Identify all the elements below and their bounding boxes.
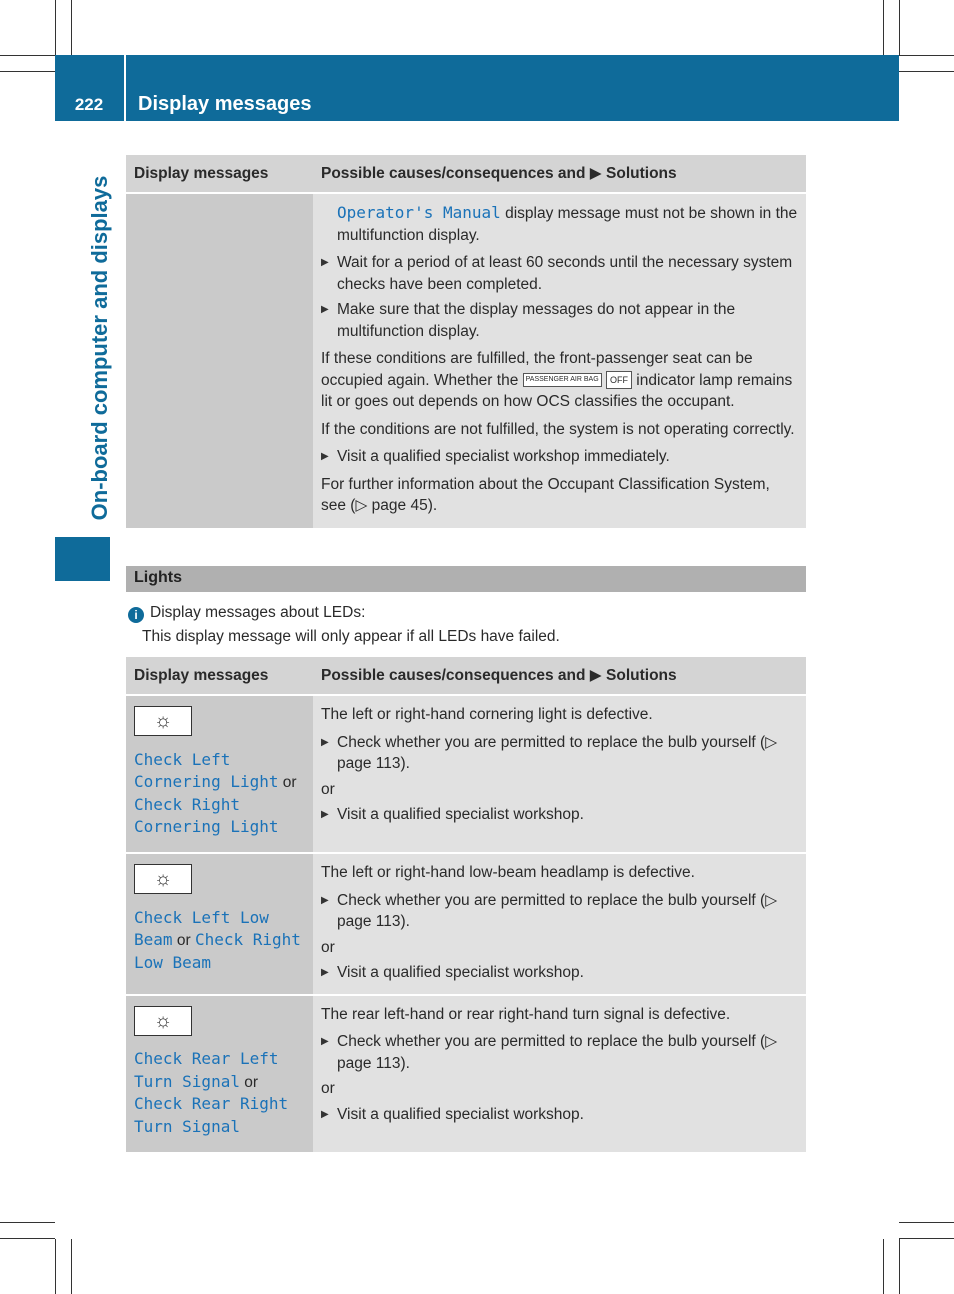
- para-further-info: For further information about the Occupant Classification System, see (▷ page 45).: [321, 475, 770, 514]
- or-text: or: [172, 932, 195, 949]
- message-cell: [126, 695, 313, 853]
- or-text: or: [321, 780, 335, 798]
- bullet-make-sure: ▶ Make sure that the display messages do not appear in the multifunction display.: [321, 299, 798, 342]
- solution-cell: [313, 695, 806, 853]
- message-cornering-right: Check Right Cornering Light: [134, 794, 279, 836]
- table-row: [126, 695, 806, 853]
- arrow-icon: ▶: [589, 667, 602, 684]
- crop-mark: [0, 71, 55, 72]
- crop-mark: [883, 1239, 884, 1294]
- page-title: Display messages: [138, 93, 312, 115]
- crop-mark: [55, 1239, 56, 1294]
- chapter-side-label: [84, 170, 116, 525]
- crop-mark: [71, 0, 72, 55]
- bulb-failure-icon: ☼: [134, 706, 192, 736]
- crop-mark: [71, 1239, 72, 1294]
- page-header: [55, 55, 899, 121]
- info-icon: i: [128, 607, 144, 623]
- message-cell-empty: [126, 193, 313, 528]
- col-header-messages: Display messages: [126, 155, 313, 193]
- display-messages-table-2: [126, 657, 806, 1152]
- table-row: [126, 995, 806, 1152]
- chapter-title: On-board computer and displays: [87, 175, 112, 520]
- col-header-messages: Display messages: [126, 657, 313, 695]
- display-messages-table-1: [126, 155, 806, 528]
- cause-text: The left or right-hand low-beam headlamp is defective.: [321, 864, 695, 881]
- message-lowbeam-left: Check Left Low Beam: [134, 907, 269, 949]
- message-cornering-left: Check Left Cornering Light: [134, 749, 279, 791]
- info-line-2: This display message will only appear if all LEDs have failed.: [142, 628, 560, 645]
- para-conditions-fulfilled-b: indicator lamp remains lit or goes out depends on how OCS classifies the occupant.: [321, 371, 793, 410]
- crop-mark: [899, 71, 954, 72]
- operators-manual-mono: Operator's Manual: [337, 203, 501, 222]
- crop-mark: [899, 0, 900, 55]
- crop-mark: [55, 0, 56, 55]
- bullet-wait: ▶ Wait for a period of at least 60 seconds until the necessary system checks have been completed.: [321, 252, 798, 295]
- bullet-check-replace: ▶ Check whether you are permitted to replace the bulb yourself (▷ page 113).: [321, 1031, 798, 1074]
- para-conditions-not-fulfilled: If the conditions are not fulfilled, the system is not operating correctly.: [321, 420, 795, 438]
- table-row: [126, 193, 806, 528]
- para-conditions-fulfilled-a: If these conditions are fulfilled, the front-passenger seat can be occupied again. Whether the: [321, 350, 753, 389]
- bullet-check-replace: ▶ Check whether you are permitted to replace the bulb yourself (▷ page 113).: [321, 732, 798, 775]
- crop-mark: [899, 55, 954, 56]
- bullet-visit-workshop: ▶ Visit a qualified specialist workshop immediately.: [321, 446, 798, 468]
- message-lowbeam-right: Check Right Low Beam: [134, 930, 301, 972]
- crop-mark: [899, 1239, 900, 1294]
- crop-mark: [899, 1222, 954, 1223]
- or-text: or: [321, 938, 335, 956]
- table-header-row: [126, 155, 806, 193]
- crop-mark: [899, 1238, 954, 1239]
- crop-mark: [0, 1238, 55, 1239]
- col-header-solutions: [313, 155, 806, 193]
- message-turn-left: Check Rear Left Turn Signal: [134, 1049, 279, 1091]
- col-header-solutions: [313, 657, 806, 695]
- bullet-check-replace: ▶ Check whether you are permitted to replace the bulb yourself (▷ page 113).: [321, 890, 798, 933]
- info-line-1: [128, 601, 808, 625]
- section-heading-lights: [126, 566, 806, 592]
- crop-mark: [0, 1222, 55, 1223]
- bullet-visit-workshop: ▶ Visit a qualified specialist workshop.: [321, 962, 798, 984]
- info-note: [128, 601, 808, 649]
- or-text: or: [321, 1080, 335, 1097]
- cause-text: The left or right-hand cornering light is defective.: [321, 706, 653, 723]
- bulb-failure-icon: ☼: [134, 864, 192, 894]
- page-number: 222: [74, 95, 104, 114]
- table-header-row: [126, 657, 806, 695]
- cause-text: The rear left-hand or rear right-hand turn signal is defective.: [321, 1005, 731, 1023]
- bulb-failure-icon: ☼: [134, 1006, 192, 1036]
- section-heading-text: Lights: [134, 569, 182, 586]
- chapter-tab: [55, 537, 110, 581]
- bullet-visit-workshop: ▶ Visit a qualified specialist workshop.: [321, 1104, 798, 1126]
- para-conditions-fulfilled: [321, 348, 798, 413]
- continued-text: [321, 202, 798, 246]
- passenger-airbag-icon: PASSENGER AIR BAG: [523, 373, 602, 387]
- message-cell: [126, 853, 313, 995]
- crop-mark: [0, 55, 55, 56]
- col-header-solutions-post: Solutions: [606, 165, 677, 182]
- info-text-1: Display messages about LEDs:: [150, 604, 366, 621]
- continued-text-body: display message must not be shown in the multifunction display.: [337, 205, 798, 244]
- table-row: [126, 853, 806, 995]
- col-header-solutions-pre: Possible causes/consequences and: [321, 165, 586, 182]
- col-header-solutions-post: Solutions: [606, 667, 677, 684]
- arrow-icon: ▶: [589, 165, 602, 182]
- header-divider: [124, 55, 126, 121]
- message-turn-right: Check Rear Right Turn Signal: [134, 1094, 289, 1136]
- crop-mark: [883, 0, 884, 55]
- bullet-visit-workshop: ▶ Visit a qualified specialist workshop.: [321, 804, 798, 826]
- solution-cell: [313, 853, 806, 995]
- or-text: or: [239, 1073, 259, 1091]
- message-cell: [126, 995, 313, 1152]
- airbag-off-icon: OFF: [606, 371, 632, 389]
- solution-cell: [313, 995, 806, 1152]
- col-header-solutions-pre: Possible causes/consequences and: [321, 667, 586, 684]
- or-text: or: [278, 774, 297, 791]
- solution-cell: [313, 193, 806, 528]
